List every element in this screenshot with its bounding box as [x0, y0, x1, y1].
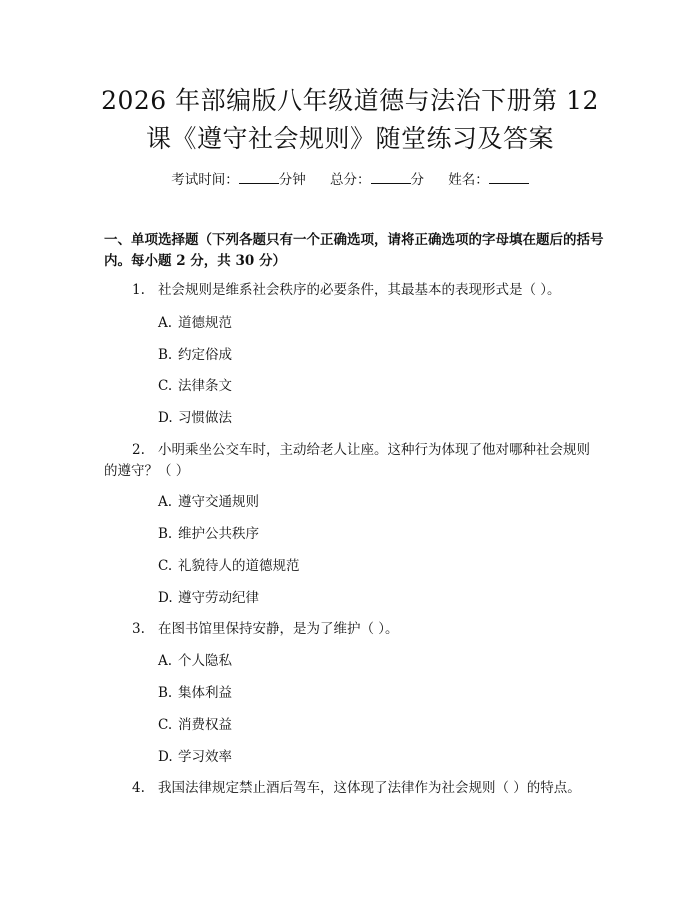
question-text: 社会规则是维系社会秩序的必要条件，其最基本的表现形式是（ ）。: [158, 282, 561, 298]
option-letter: B.: [158, 347, 173, 363]
option-letter: C.: [158, 717, 173, 733]
exam-time-label: 考试时间：: [171, 172, 239, 188]
option-1-b[interactable]: [158, 345, 232, 365]
option-3-d[interactable]: [158, 747, 232, 767]
exam-time: [171, 168, 306, 188]
option-text: 礼貌待人的道德规范: [178, 558, 300, 574]
option-letter: A.: [158, 653, 173, 669]
option-text: 集体利益: [178, 685, 232, 701]
option-2-a[interactable]: [158, 492, 259, 512]
option-letter: C.: [158, 378, 173, 394]
question-text: 在图书馆里保持安静，是为了维护（ ）。: [158, 621, 399, 637]
option-letter: A.: [158, 315, 173, 331]
option-3-c[interactable]: [158, 715, 232, 735]
question-number: 2.: [132, 442, 145, 458]
exam-score-unit: 分: [410, 172, 424, 188]
option-text: 道德规范: [178, 315, 232, 331]
option-text: 法律条文: [178, 378, 232, 394]
question-text: 我国法律规定禁止酒后驾车，这体现了法律作为社会规则（ ）的特点。: [158, 780, 581, 796]
exam-score-label: 总分：: [330, 172, 371, 188]
option-text: 习惯做法: [178, 410, 232, 426]
option-letter: B.: [158, 526, 173, 542]
option-text: 遵守交通规则: [178, 494, 259, 510]
option-2-c[interactable]: [158, 556, 300, 576]
question-text: 小明乘坐公交车时，主动给老人让座。这种行为体现了他对哪种社会规则的遵守？（ ）: [104, 442, 590, 479]
option-letter: B.: [158, 685, 173, 701]
exam-name-label: 姓名：: [448, 172, 489, 188]
option-letter: D.: [158, 749, 173, 765]
option-3-b[interactable]: [158, 683, 232, 703]
question-number: 4.: [132, 780, 145, 796]
section-1-title: 一、单项选择题（下列各题只有一个正确选项，请将正确选项的字母填在题后的括号内。每小题 2 分，共 30 分）: [104, 232, 604, 269]
exam-time-blank[interactable]: [239, 171, 279, 184]
exam-score: [330, 168, 424, 188]
exam-name: [448, 168, 529, 188]
option-text: 维护公共秩序: [178, 526, 259, 542]
option-1-d[interactable]: [158, 408, 232, 428]
option-letter: C.: [158, 558, 173, 574]
option-1-a[interactable]: [158, 313, 232, 333]
option-text: 遵守劳动纪律: [178, 590, 259, 606]
document-title-line-2: 课《遵守社会规则》随堂练习及答案: [145, 124, 554, 153]
option-text: 约定俗成: [178, 347, 232, 363]
exam-info: [0, 168, 700, 188]
option-text: 消费权益: [178, 717, 232, 733]
exam-score-blank[interactable]: [371, 171, 411, 184]
question-1: [104, 280, 600, 301]
question-number: 1.: [132, 282, 145, 298]
option-letter: A.: [158, 494, 173, 510]
option-2-d[interactable]: [158, 588, 259, 608]
option-text: 学习效率: [178, 749, 232, 765]
exam-name-blank[interactable]: [489, 171, 529, 184]
question-4: [104, 778, 600, 799]
exam-time-unit: 分钟: [278, 172, 306, 188]
option-text: 个人隐私: [178, 653, 232, 669]
option-letter: D.: [158, 410, 173, 426]
option-3-a[interactable]: [158, 651, 232, 671]
document-title-line-1: 2026 年部编版八年级道德与法治下册第 12: [101, 86, 599, 115]
question-3: [104, 619, 600, 640]
option-letter: D.: [158, 590, 173, 606]
question-number: 3.: [132, 621, 145, 637]
option-2-b[interactable]: [158, 524, 259, 544]
option-1-c[interactable]: [158, 376, 232, 396]
question-2: [104, 440, 600, 482]
